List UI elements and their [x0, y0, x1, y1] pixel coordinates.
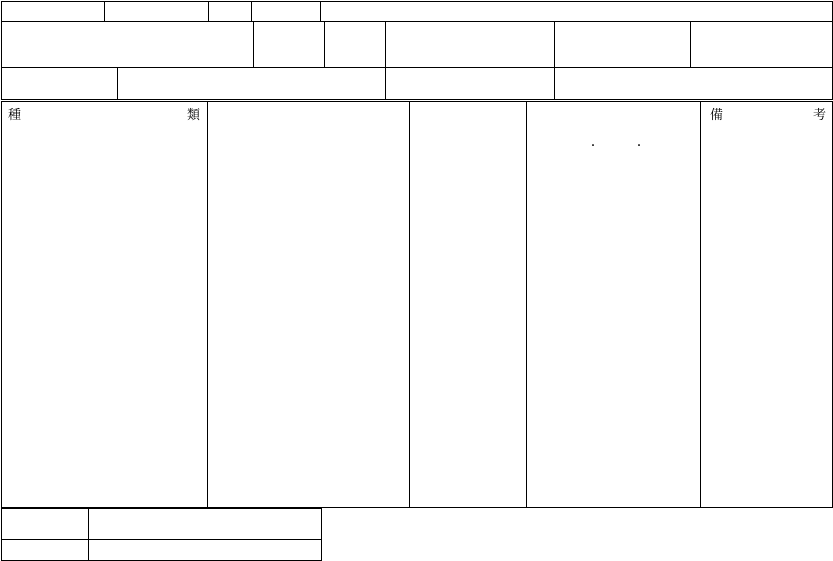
divider	[117, 67, 118, 100]
divider	[554, 21, 555, 100]
date-dot: ・	[634, 141, 644, 152]
divider	[385, 21, 386, 100]
col-header-note: 備 考	[710, 107, 826, 123]
divider	[253, 21, 254, 68]
main-table	[1, 101, 833, 508]
divider	[700, 101, 701, 508]
divider	[88, 508, 89, 561]
divider	[251, 1, 252, 22]
bank-box	[1, 508, 322, 561]
divider	[526, 101, 527, 508]
divider	[324, 21, 325, 68]
divider	[409, 101, 410, 508]
header-box	[1, 1, 833, 100]
divider	[104, 1, 105, 22]
divider	[1, 21, 833, 22]
divider	[320, 1, 321, 22]
divider	[1, 67, 833, 68]
divider	[207, 101, 208, 508]
col-header-type: 種 類	[8, 107, 200, 123]
divider	[690, 21, 691, 68]
divider	[208, 1, 209, 22]
date-dot: ・	[588, 141, 598, 152]
divider	[1, 539, 322, 540]
